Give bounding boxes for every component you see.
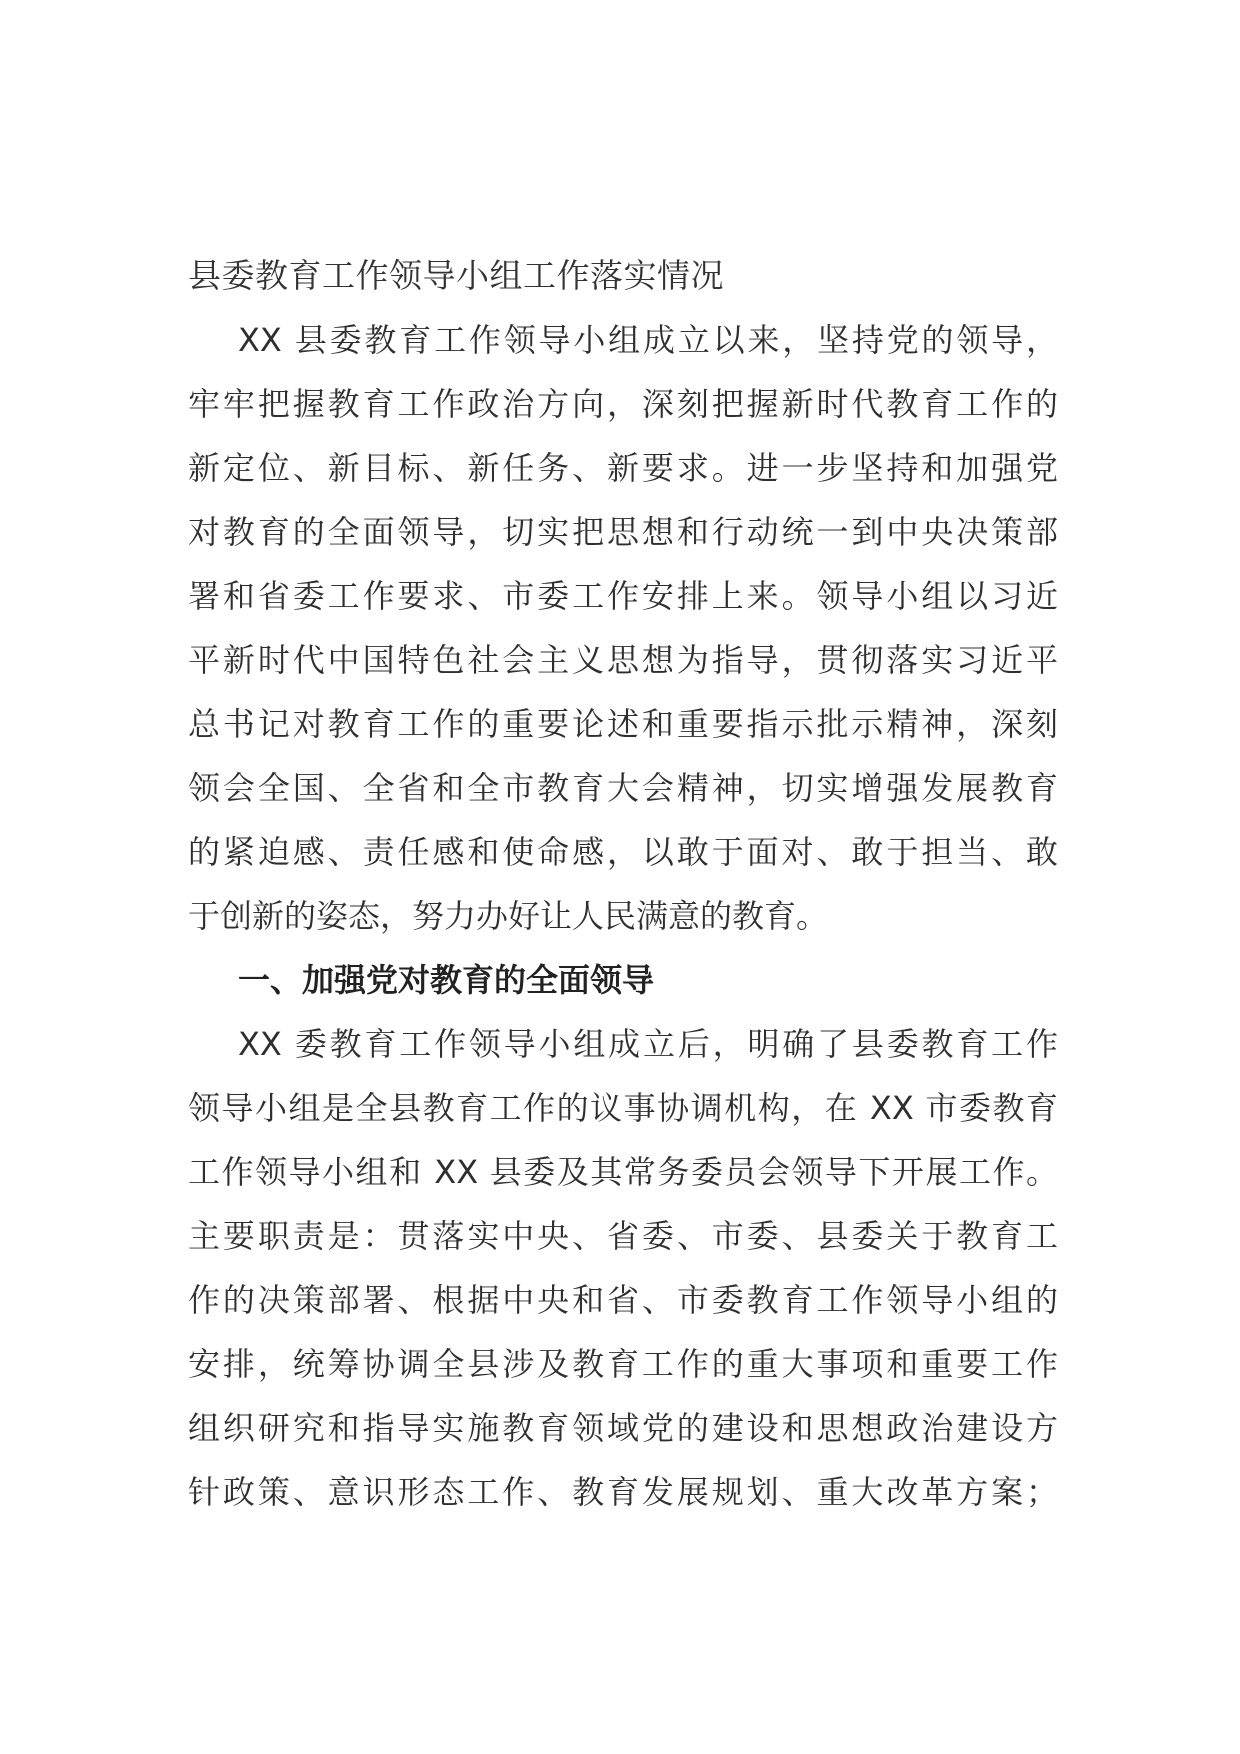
paragraph-line: 平新时代中国特色社会主义思想为指导，贯彻落实习近平 [188,641,1058,679]
paragraph-line: XX 委教育工作领导小组成立后，明确了县委教育工作 [238,1025,1058,1063]
paragraph-line: 的紧迫感、责任感和使命感，以敢于面对、敢于担当、敢 [188,833,1058,871]
paragraph-line: 新定位、新目标、新任务、新要求。进一步坚持和加强党 [188,449,1058,487]
paragraph-line: 作的决策部署、根据中央和省、市委教育工作领导小组的 [188,1281,1058,1319]
paragraph-line: 署和省委工作要求、市委工作安排上来。领导小组以习近 [188,577,1058,615]
paragraph-line: 领会全国、全省和全市教育大会精神，切实增强发展教育 [188,769,1058,807]
section-heading: 一、加强党对教育的全面领导 [238,961,655,999]
paragraph-line: 总书记对教育工作的重要论述和重要指示批示精神，深刻 [188,705,1058,743]
paragraph-line: 于创新的姿态，努力办好让人民满意的教育。 [188,897,829,935]
paragraph-line: XX 县委教育工作领导小组成立以来，坚持党的领导， [238,321,1058,359]
paragraph-line: 领导小组是全县教育工作的议事协调机构，在 XX 市委教育 [188,1089,1058,1127]
paragraph-line: 主要职责是：贯落实中央、省委、市委、县委关于教育工 [188,1217,1058,1255]
paragraph-line: 针政策、意识形态工作、教育发展规划、重大改革方案； [188,1473,1058,1511]
document-title: 县委教育工作领导小组工作落实情况 [188,256,724,295]
paragraph-line: 组织研究和指导实施教育领域党的建设和思想政治建设方 [188,1409,1058,1447]
paragraph-line: 对教育的全面领导，切实把思想和行动统一到中央决策部 [188,513,1058,551]
paragraph-line: 安排，统筹协调全县涉及教育工作的重大事项和重要工作 [188,1345,1058,1383]
paragraph-line: 工作领导小组和 XX 县委及其常务委员会领导下开展工作。 [188,1153,1058,1191]
paragraph-1 [188,308,1058,1524]
paragraph-line: 牢牢把握教育工作政治方向，深刻把握新时代教育工作的 [188,385,1058,423]
